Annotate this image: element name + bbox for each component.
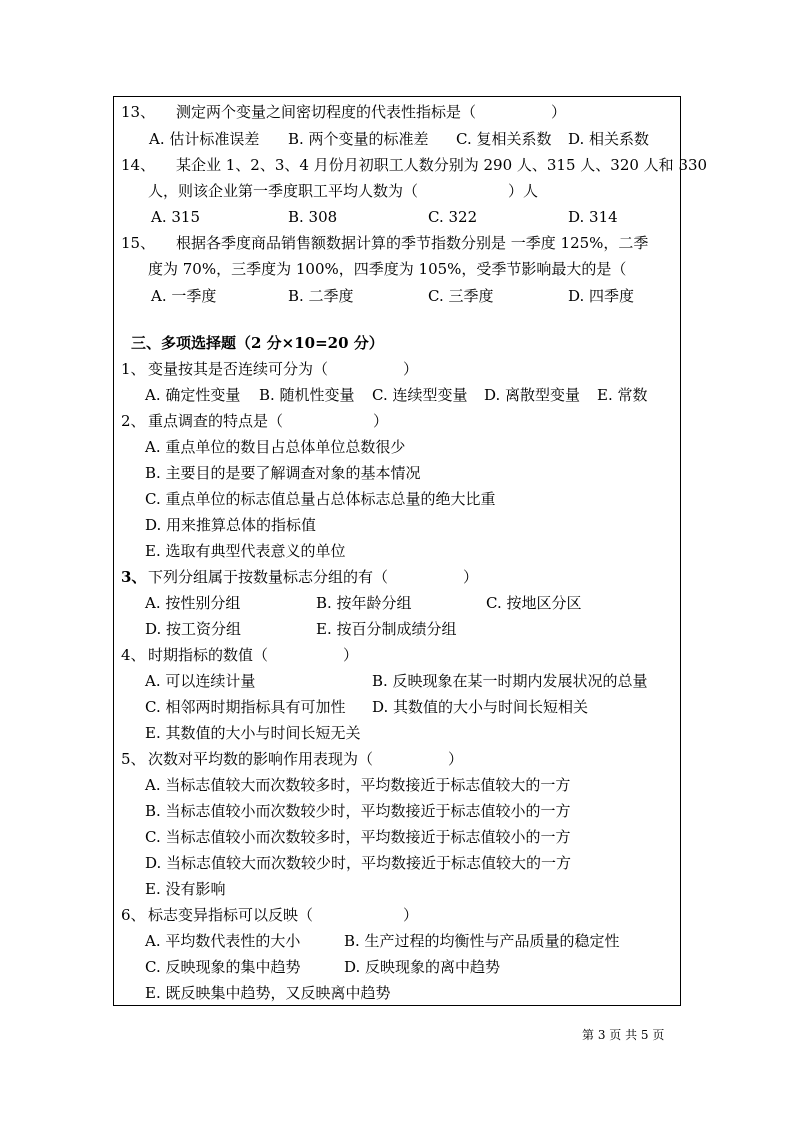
- question-stem: 测定两个变量之间密切程度的代表性指标是（ ）: [176, 103, 567, 121]
- option-a: A. 估计标准误差: [149, 130, 260, 148]
- section-title: 三、多项选择题（2 分×10=20 分）: [131, 334, 384, 352]
- option-c: C. 复相关系数: [456, 130, 552, 148]
- option-b: B. 按年龄分组: [316, 594, 412, 612]
- question-number: 2、: [121, 412, 146, 430]
- option-a: A. 重点单位的数目占总体单位总数很少: [145, 438, 406, 456]
- question-stem-cont: 度为 70%，三季度为 100%，四季度为 105%，受季节影响最大的是（: [148, 260, 627, 278]
- option-d: D. 用来推算总体的指标值: [145, 516, 317, 534]
- option-a: A. 平均数代表性的大小: [145, 932, 301, 950]
- option-b: B. 生产过程的均衡性与产品质量的稳定性: [344, 932, 620, 950]
- option-a: A. 按性别分组: [145, 594, 241, 612]
- option-b: B. 308: [288, 208, 338, 226]
- question-stem: 重点调查的特点是（ ）: [148, 412, 389, 430]
- option-d: D. 其数值的大小与时间长短相关: [372, 698, 589, 716]
- option-d: D. 四季度: [568, 287, 635, 305]
- option-d: D. 按工资分组: [145, 620, 242, 638]
- question-number: 6、: [121, 906, 146, 924]
- option-b: B. 反映现象在某一时期内发展状况的总量: [372, 672, 648, 690]
- option-a: A. 一季度: [151, 287, 217, 305]
- question-stem: 次数对平均数的影响作用表现为（ ）: [148, 750, 464, 768]
- option-e: E. 按百分制成绩分组: [316, 620, 457, 638]
- option-c: C. 重点单位的标志值总量占总体标志总量的绝大比重: [145, 490, 496, 508]
- question-stem: 根据各季度商品销售额数据计算的季节指数分别是 一季度 125%，二季: [176, 234, 649, 252]
- option-b: B. 随机性变量: [259, 386, 355, 404]
- option-c: C. 三季度: [428, 287, 494, 305]
- option-a: A. 315: [151, 208, 200, 226]
- question-stem: 标志变异指标可以反映（ ）: [148, 906, 419, 924]
- question-number: 1、: [121, 360, 146, 378]
- question-stem: 时期指标的数值（ ）: [148, 646, 359, 664]
- option-a: A. 当标志值较大而次数较多时，平均数接近于标志值较大的一方: [145, 776, 571, 794]
- option-e: E. 既反映集中趋势，又反映离中趋势: [145, 984, 391, 1002]
- option-e: E. 选取有典型代表意义的单位: [145, 542, 346, 560]
- page-number: 第 3 页 共 5 页: [582, 1028, 665, 1042]
- option-c: C. 322: [428, 208, 478, 226]
- option-b: B. 二季度: [288, 287, 354, 305]
- option-d: D. 离散型变量: [484, 386, 581, 404]
- question-number: 5、: [121, 750, 146, 768]
- question-number: 15、: [121, 234, 156, 252]
- option-c: C. 相邻两时期指标具有可加性: [145, 698, 346, 716]
- option-b: B. 主要目的是要了解调查对象的基本情况: [145, 464, 421, 482]
- option-e: E. 没有影响: [145, 880, 226, 898]
- option-c: C. 连续型变量: [372, 386, 468, 404]
- option-d: D. 相关系数: [568, 130, 650, 148]
- question-number: 13、: [121, 103, 156, 121]
- question-stem-cont: 人，则该企业第一季度职工平均人数为（ ）人: [148, 182, 539, 200]
- option-d: D. 当标志值较大而次数较少时，平均数接近于标志值较大的一方: [145, 854, 572, 872]
- option-d: D. 反映现象的离中趋势: [344, 958, 501, 976]
- question-stem: 某企业 1、2、3、4 月份月初职工人数分别为 290 人、315 人、320 人和 330: [176, 156, 708, 174]
- option-e: E. 其数值的大小与时间长短无关: [145, 724, 361, 742]
- option-b: B. 两个变量的标准差: [288, 130, 429, 148]
- option-b: B. 当标志值较小而次数较少时，平均数接近于标志值较小的一方: [145, 802, 571, 820]
- question-number: 3、: [121, 568, 147, 586]
- option-a: A. 确定性变量: [145, 386, 241, 404]
- question-stem: 下列分组属于按数量标志分组的有（ ）: [148, 568, 479, 586]
- option-a: A. 可以连续计量: [145, 672, 256, 690]
- question-number: 14、: [121, 156, 156, 174]
- option-c: C. 当标志值较小而次数较多时，平均数接近于标志值较小的一方: [145, 828, 571, 846]
- option-c: C. 反映现象的集中趋势: [145, 958, 301, 976]
- question-stem: 变量按其是否连续可分为（ ）: [148, 360, 419, 378]
- question-number: 4、: [121, 646, 146, 664]
- option-d: D. 314: [568, 208, 618, 226]
- option-e: E. 常数: [597, 386, 648, 404]
- option-c: C. 按地区分区: [486, 594, 582, 612]
